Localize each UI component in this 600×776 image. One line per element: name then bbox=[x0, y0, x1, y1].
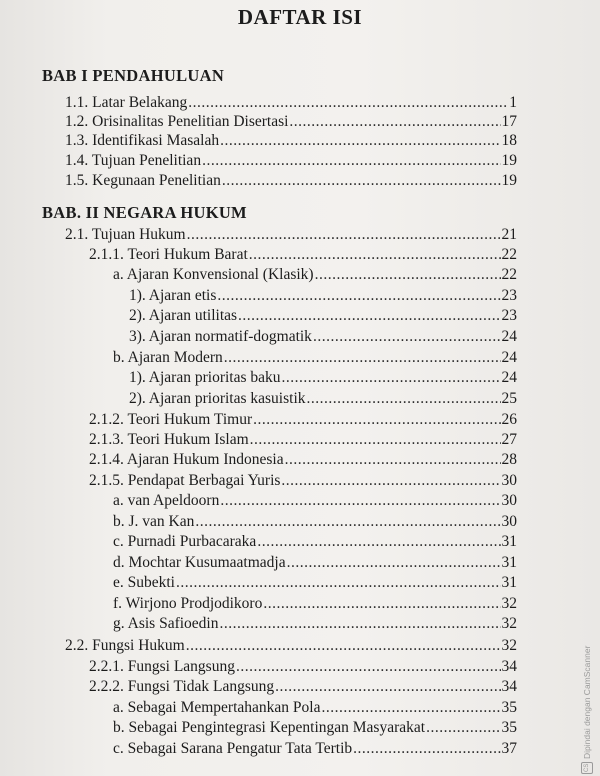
dot-leader bbox=[282, 368, 501, 388]
dot-leader bbox=[315, 265, 501, 285]
toc-entry-page-number: 32 bbox=[501, 637, 517, 654]
toc-entry-label: a. van Apeldoorn bbox=[113, 492, 220, 509]
dot-leader bbox=[236, 657, 501, 677]
toc-entry-page-number: 35 bbox=[501, 699, 517, 716]
dot-leader bbox=[249, 245, 501, 265]
dot-leader bbox=[176, 573, 501, 593]
dot-leader bbox=[224, 348, 501, 368]
dot-leader bbox=[313, 327, 501, 347]
toc-entry bbox=[89, 677, 517, 697]
dot-leader bbox=[353, 739, 500, 759]
dot-leader bbox=[275, 677, 500, 697]
toc-entry-page-number: 27 bbox=[501, 431, 517, 448]
toc-entry bbox=[129, 306, 517, 326]
toc-entry bbox=[65, 112, 517, 132]
toc-entry-page-number: 31 bbox=[501, 554, 517, 571]
toc-entry-label: 1.1. Latar Belakang bbox=[65, 94, 188, 111]
toc-entry-label: 1). Ajaran prioritas baku bbox=[129, 369, 281, 386]
toc-entry-label: c. Purnadi Purbacaraka bbox=[113, 533, 257, 550]
toc-entry-label: b. Sebagai Pengintegrasi Kepentingan Masyarakat bbox=[113, 719, 426, 736]
dot-leader bbox=[263, 594, 500, 614]
dot-leader bbox=[220, 491, 500, 511]
toc-entry bbox=[129, 389, 517, 409]
toc-entry-page-number: 34 bbox=[501, 678, 517, 695]
toc-entry bbox=[65, 93, 517, 113]
toc-entry-page-number: 22 bbox=[501, 266, 517, 283]
toc-entry-label: 1.3. Identifikasi Masalah bbox=[65, 132, 220, 149]
toc-entry-label: a. Sebagai Mempertahankan Pola bbox=[113, 699, 321, 716]
toc-entry-page-number: 17 bbox=[501, 113, 517, 130]
dot-leader bbox=[281, 471, 500, 491]
toc-entry-page-number: 24 bbox=[501, 369, 517, 386]
toc-entry bbox=[113, 348, 517, 368]
toc-entry bbox=[113, 532, 517, 552]
toc-entry-label: 2.1.3. Teori Hukum Islam bbox=[89, 431, 249, 448]
toc-entry bbox=[113, 573, 517, 593]
toc-entry-label: 1.4. Tujuan Penelitian bbox=[65, 152, 202, 169]
toc-entry bbox=[113, 553, 517, 573]
page-title: DAFTAR ISI bbox=[237, 5, 363, 29]
toc-entry-label: b. Ajaran Modern bbox=[113, 349, 223, 366]
toc-entry-page-number: 31 bbox=[501, 533, 517, 550]
dot-leader bbox=[285, 450, 501, 470]
dot-leader bbox=[220, 131, 500, 151]
toc-entry bbox=[89, 430, 517, 450]
toc-entry bbox=[89, 657, 517, 677]
dot-leader bbox=[222, 171, 501, 191]
toc-entry bbox=[113, 491, 517, 511]
toc-entry-page-number: 35 bbox=[501, 719, 517, 736]
toc-entry-label: 2.2.1. Fungsi Langsung bbox=[89, 658, 235, 675]
toc-entry-page-number: 19 bbox=[501, 172, 517, 189]
toc-entry bbox=[113, 594, 517, 614]
dot-leader bbox=[257, 532, 500, 552]
dot-leader bbox=[187, 225, 501, 245]
dot-leader bbox=[202, 151, 500, 171]
dot-leader bbox=[238, 306, 500, 326]
toc-entry-label: 1.2. Orisinalitas Penelitian Disertasi bbox=[65, 113, 289, 130]
chapter-heading-2: BAB. II NEGARA HUKUM bbox=[42, 203, 247, 222]
dot-leader bbox=[250, 430, 501, 450]
toc-entry bbox=[65, 151, 517, 171]
toc-entry-page-number: 24 bbox=[501, 328, 517, 345]
toc-entry-page-number: 30 bbox=[501, 513, 517, 530]
toc-entry-label: 2). Ajaran utilitas bbox=[129, 307, 238, 324]
dot-leader bbox=[186, 636, 501, 656]
dot-leader bbox=[321, 698, 500, 718]
toc-entry-page-number: 22 bbox=[501, 246, 517, 263]
toc-entry-page-number: 31 bbox=[501, 574, 517, 591]
toc-entry bbox=[65, 171, 517, 191]
toc-entry bbox=[129, 327, 517, 347]
toc-entry-page-number: 19 bbox=[501, 152, 517, 169]
toc-entry-label: a. Ajaran Konvensional (Klasik) bbox=[113, 266, 314, 283]
dot-leader bbox=[289, 112, 500, 132]
dot-leader bbox=[307, 389, 501, 409]
toc-entry bbox=[129, 286, 517, 306]
toc-entry-page-number: 34 bbox=[501, 658, 517, 675]
dot-leader bbox=[287, 553, 501, 573]
toc-entry-page-number: 25 bbox=[501, 390, 517, 407]
toc-entry-label: 1). Ajaran etis bbox=[129, 287, 217, 304]
toc-entry-page-number: 18 bbox=[501, 132, 517, 149]
toc-entry-label: 2.1. Tujuan Hukum bbox=[65, 226, 186, 243]
toc-entry bbox=[65, 636, 517, 656]
toc-entry-label: g. Asis Safioedin bbox=[113, 615, 219, 632]
toc-entry-label: 2.1.4. Ajaran Hukum Indonesia bbox=[89, 451, 284, 468]
toc-entry-label: b. J. van Kan bbox=[113, 513, 195, 530]
dot-leader bbox=[220, 614, 501, 634]
dot-leader bbox=[195, 512, 500, 532]
toc-entry-label: d. Mochtar Kusumaatmadja bbox=[113, 554, 286, 571]
toc-entry-page-number: 28 bbox=[501, 451, 517, 468]
toc-entry-page-number: 21 bbox=[501, 226, 517, 243]
toc-entry-page-number: 30 bbox=[501, 472, 517, 489]
toc-entry-label: 1.5. Kegunaan Penelitian bbox=[65, 172, 221, 189]
toc-entry bbox=[65, 131, 517, 151]
chapter-heading-1: BAB I PENDAHULUAN bbox=[42, 66, 225, 85]
toc-entry bbox=[129, 368, 517, 388]
toc-entry bbox=[89, 410, 517, 430]
toc-entry-page-number: 30 bbox=[501, 492, 517, 509]
toc-entry-page-number: 23 bbox=[501, 307, 517, 324]
toc-entry bbox=[89, 245, 517, 265]
toc-entry bbox=[113, 265, 517, 285]
toc-entry bbox=[113, 698, 517, 718]
toc-entry bbox=[65, 225, 517, 245]
watermark-text: Dipindai dengan CamScanner bbox=[582, 645, 592, 759]
toc-entry-label: 2.1.2. Teori Hukum Timur bbox=[89, 411, 253, 428]
toc-entry-page-number: 23 bbox=[501, 287, 517, 304]
toc-entry-page-number: 32 bbox=[501, 615, 517, 632]
toc-entry-label: c. Sebagai Sarana Pengatur Tata Tertib bbox=[113, 740, 353, 757]
camscanner-icon: CS bbox=[581, 762, 593, 774]
toc-entry bbox=[89, 450, 517, 470]
toc-entry bbox=[113, 739, 517, 759]
toc-entry-label: f. Wirjono Prodjodikoro bbox=[113, 595, 263, 612]
toc-entry bbox=[113, 718, 517, 738]
toc-entry-label: e. Subekti bbox=[113, 574, 175, 591]
toc-entry-label: 2.1.1. Teori Hukum Barat bbox=[89, 246, 248, 263]
toc-entry-label: 2.2. Fungsi Hukum bbox=[65, 637, 185, 654]
toc-entry-page-number: 26 bbox=[501, 411, 517, 428]
toc-entry-page-number: 24 bbox=[501, 349, 517, 366]
dot-leader bbox=[253, 410, 500, 430]
scanner-watermark bbox=[578, 624, 596, 774]
toc-entry-label: 3). Ajaran normatif-dogmatik bbox=[129, 328, 312, 345]
toc-entry-page-number: 32 bbox=[501, 595, 517, 612]
toc-entry-page-number: 1 bbox=[509, 94, 517, 111]
toc-entry-label: 2.2.2. Fungsi Tidak Langsung bbox=[89, 678, 275, 695]
toc-entry-label: 2.1.5. Pendapat Berbagai Yuris bbox=[89, 472, 281, 489]
toc-entry bbox=[113, 614, 517, 634]
dot-leader bbox=[188, 93, 508, 113]
dot-leader bbox=[217, 286, 500, 306]
toc-entry bbox=[113, 512, 517, 532]
toc-entry bbox=[89, 471, 517, 491]
toc-entry-page-number: 37 bbox=[501, 740, 517, 757]
toc-entry-label: 2). Ajaran prioritas kasuistik bbox=[129, 390, 306, 407]
dot-leader bbox=[426, 718, 500, 738]
